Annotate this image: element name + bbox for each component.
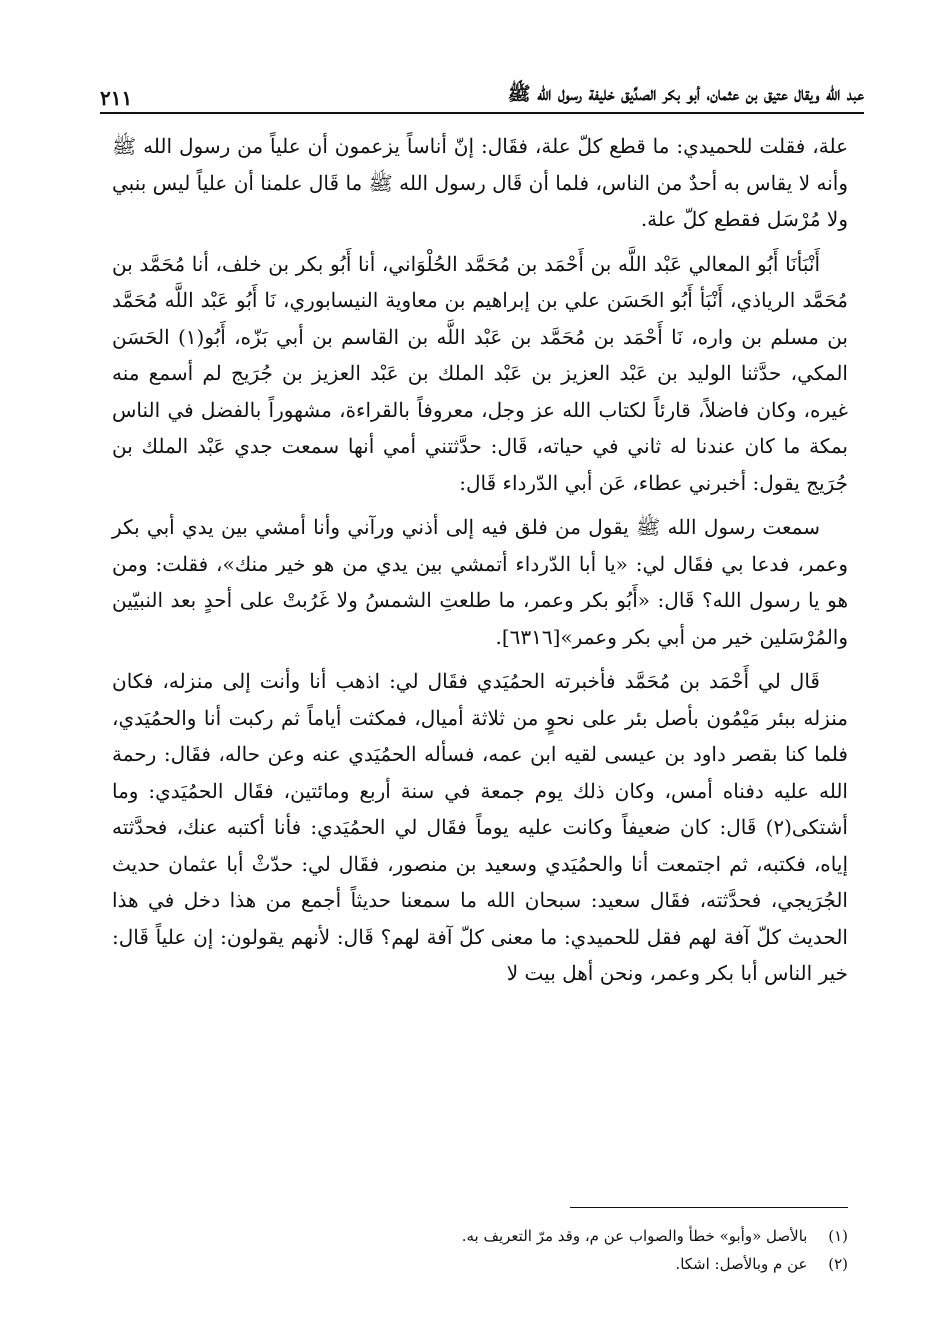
paragraph: سمعت رسول الله ﷺ يقول من فلق فيه إلى أذني ورآني وأنا أمشي بين يدي أبي بكر وعمر، فدعا بي فقَال لي: «يا أبا الدّرداء أتمشي بين يدي من هو خير منك»، فقلت: ومن هو يا رسول الله؟ قَال: «أَبُو بكر وعمر، ما طلعتِ الشمسُ ولا غَرُبتْ على أحدٍ بعد النبيّين والمُرْسَلين خير من أبي بكر وعمر»[٦٣١٦].: [112, 515, 848, 649]
footnote-number: (٢): [828, 1255, 848, 1273]
footnote-rule: [570, 1207, 848, 1208]
page-header: [100, 70, 864, 110]
footnote: [112, 1250, 848, 1278]
main-text: [112, 128, 848, 1000]
paragraph: علة، فقلت للحميدي: ما قطع كلّ علة، فقَال: إنّ أناساً يزعمون أن علياً من رسول الله ﷺ وأنه لا يقاس به أحدٌ من الناس، فلما أن قَال رسول الله ﷺ ما قَال علمنا أن علياً ليس بنبي ولا مُرْسَل فقطع كلّ علة.: [112, 134, 848, 231]
footnote-number: (١): [828, 1227, 848, 1245]
header-rule: [100, 112, 864, 114]
footnotes: [112, 1222, 848, 1278]
page-number: ٢١١: [100, 86, 133, 110]
running-title: عبد الله ويقال عتيق بن عثمان، أبو بكر الصدِّيق خليفة رسول الله ﷺ: [507, 83, 864, 105]
paragraph: أَنْبَأنَا أَبُو المعالي عَبْد اللَّه بن أَحْمَد بن مُحَمَّد الحُلْوَاني، أنا أَبُو بكر بن خلف، أنا مُحَمَّد بن مُحَمَّد الرياذي، أَنْبَأ أَبُو الحَسَن علي بن إبراهيم بن معاوية النيسابوري، نَا أَبُو عَبْد اللَّه مُحَمَّد بن مسلم بن واره، نَا أَحْمَد بن مُحَمَّد بن عَبْد اللَّه بن القاسم بن أبي بَزّه، أَبُو(١) الحَسَن المكي، حدَّثنا الوليد بن عَبْد العزيز بن عَبْد الملك بن عَبْد العزيز بن جُرَيج لم أسمع منه غيره، وكان فاضلاً، قارئاً لكتاب الله عز وجل، معروفاً بالقراءة، مشهوراً بالفضل في الناس بمكة ما كان عندنا له ثاني في حياته، قَال: حدَّثتني أمي أنها سمعت جدي عَبْد الملك بن جُرَيج يقول: أخبرني عطاء، عَن أبي الدّرداء قَال:: [112, 251, 849, 495]
footnote-text: بالأصل «وأبو» خطأ والصواب عن م، وقد مرّ التعريف به.: [461, 1227, 808, 1245]
paragraph: قَال لي أَحْمَد بن مُحَمَّد فأخبرته الحمُيَدي فقَال لي: اذهب أنا وأنت إلى منزله، فكان منزله ببئر مَيْمُون بأصل بئر على نحوٍ من ثلاثة أميال، فمكثت أياماً ثم ركبت أنا والحمُيَدي، فلما كنا بقصر داود بن عيسى لقيه ابن عمه، فسأله الحمُيَدي عنه وعن حاله، فقَال: رحمة الله عليه دفناه أمس، وكان ذلك يوم جمعة في سنة أربع ومائتين، فقَال الحمُيَدي: وما أشتكى(٢) قَال: كان ضعيفاً وكانت عليه يوماً فقَال لي الحمُيَدي: فأنا أكتبه عنك، فحدَّثته إياه، فكتبه، ثم اجتمعت أنا والحمُيَدي وسعيد بن منصور، فقَال لي: حدّثْ أبا عثمان حديث الجُرَيجي، فحدَّثته، فقَال سعيد: سبحان الله ما سمعنا حديثاً أجمع من هذا دخل في هذا الحديث كلّ آفة لهم فقل للحميدي: ما معنى كلّ آفة لهم؟ قَال: لأنهم يقولون: إن علياً قَال: خير الناس أبا بكر وعمر، ونحن أهل بيت لا: [112, 669, 848, 985]
footnote: [112, 1222, 848, 1250]
footnote-text: عن م وبالأصل: اشكا.: [675, 1255, 808, 1273]
